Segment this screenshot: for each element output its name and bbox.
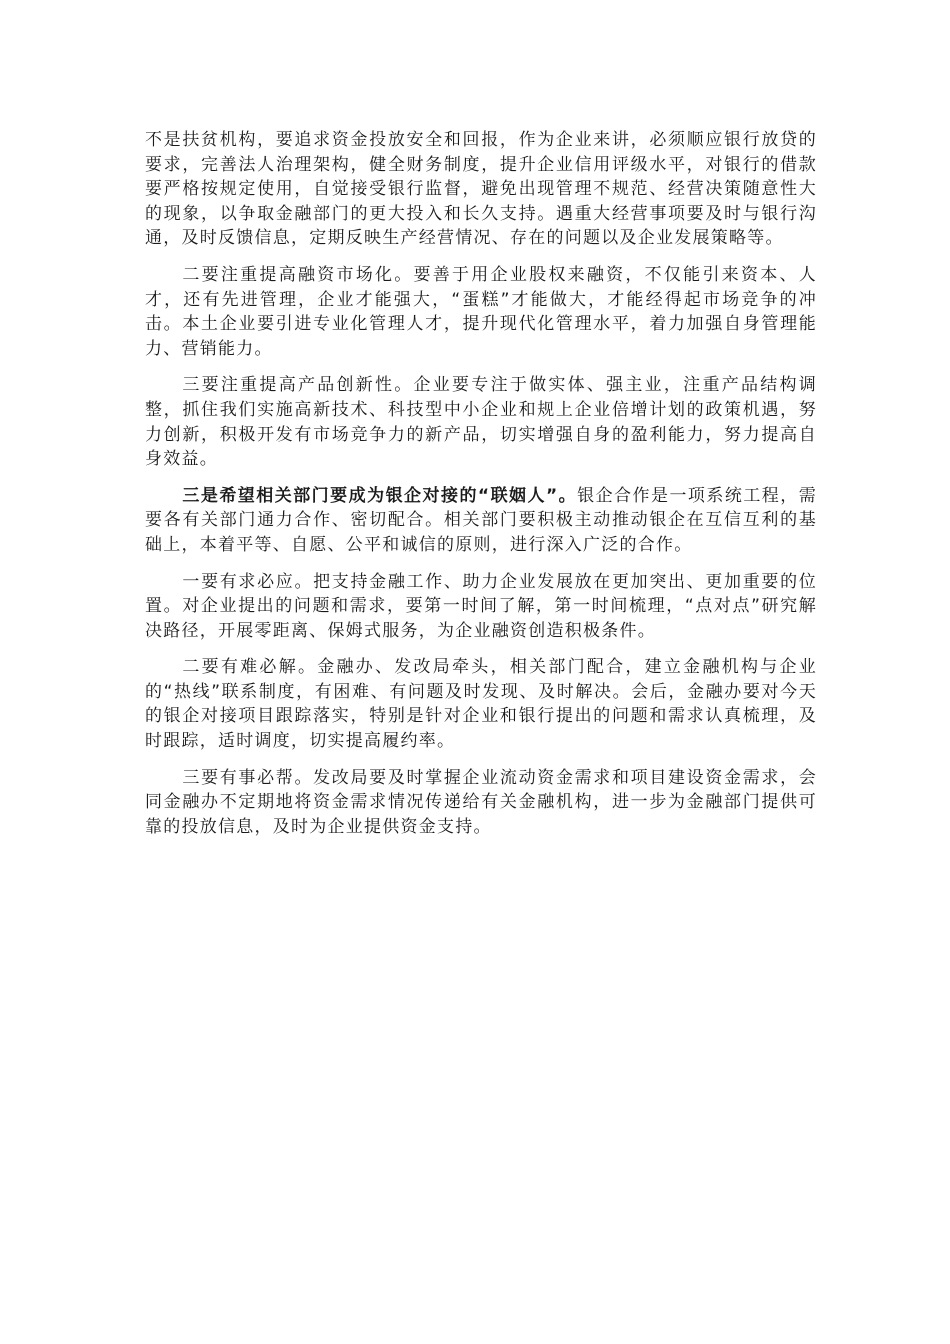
paragraph-7 [145,766,817,840]
paragraph-6 [145,655,817,753]
paragraph-3 [145,373,817,471]
paragraph-text: 不是扶贫机构，要追求资金投放安全和回报，作为企业来讲，必须顺应银行放贷的要求，完善法人治理架构，健全财务制度，提升企业信用评级水平，对银行的借款要严格按规定使用，自觉接受银行监督，避免出现管理不规范、经营决策随意性大的现象，以争取金融部门的更大投入和长久支持。遇重大经营事项要及时与银行沟通，及时反馈信息，定期反映生产经营情况、存在的问题以及企业发展策略等。 [145,130,817,249]
paragraph-text: 一要有求必应。把支持金融工作、助力企业发展放在更加突出、更加重要的位置。对企业提出的问题和需求，要第一时间了解，第一时间梳理，“点对点”研究解决路径，开展零距离、保姆式服务，为企业融资创造积极条件。 [145,571,817,641]
section-heading: 三是希望相关部门要成为银企对接的“联姻人”。 [182,485,578,506]
paragraph-1 [145,128,817,251]
paragraph-text: 三要注重提高产品创新性。企业要专注于做实体、强主业，注重产品结构调整，抓住我们实施高新技术、科技型中小企业和规上企业倍增计划的政策机遇，努力创新，积极开发有市场竞争力的新产品，切实增强自身的盈利能力，努力提高自身效益。 [145,375,817,470]
paragraph-text: 三要有事必帮。发改局要及时掌握企业流动资金需求和项目建设资金需求，会同金融办不定期地将资金需求情况传递给有关金融机构，进一步为金融部门提供可靠的投放信息，及时为企业提供资金支持。 [145,767,817,837]
paragraph-2 [145,263,817,361]
document-page [145,128,817,851]
paragraph-text: 二要注重提高融资市场化。要善于用企业股权来融资，不仅能引来资本、人才，还有先进管理，企业才能强大，“蛋糕”才能做大，才能经得起市场竞争的冲击。本土企业要引进专业化管理人才，提升现代化管理水平，着力加强自身管理能力、营销能力。 [145,264,817,359]
paragraph-4 [145,484,817,558]
paragraph-5 [145,570,817,644]
paragraph-text: 银企合作是一项系统工程，需要各有关部门通力合作、密切配合。相关部门要积极主动推动银企在互信互利的基础上，本着平等、自愿、公平和诚信的原则，进行深入广泛的合作。 [145,485,817,555]
paragraph-text: 二要有难必解。金融办、发改局牵头，相关部门配合，建立金融机构与企业的“热线”联系制度，有困难、有问题及时发现、及时解决。会后，金融办要对今天的银企对接项目跟踪落实，特别是针对企业和银行提出的问题和需求认真梳理，及时跟踪，适时调度，切实提高履约率。 [145,657,817,752]
